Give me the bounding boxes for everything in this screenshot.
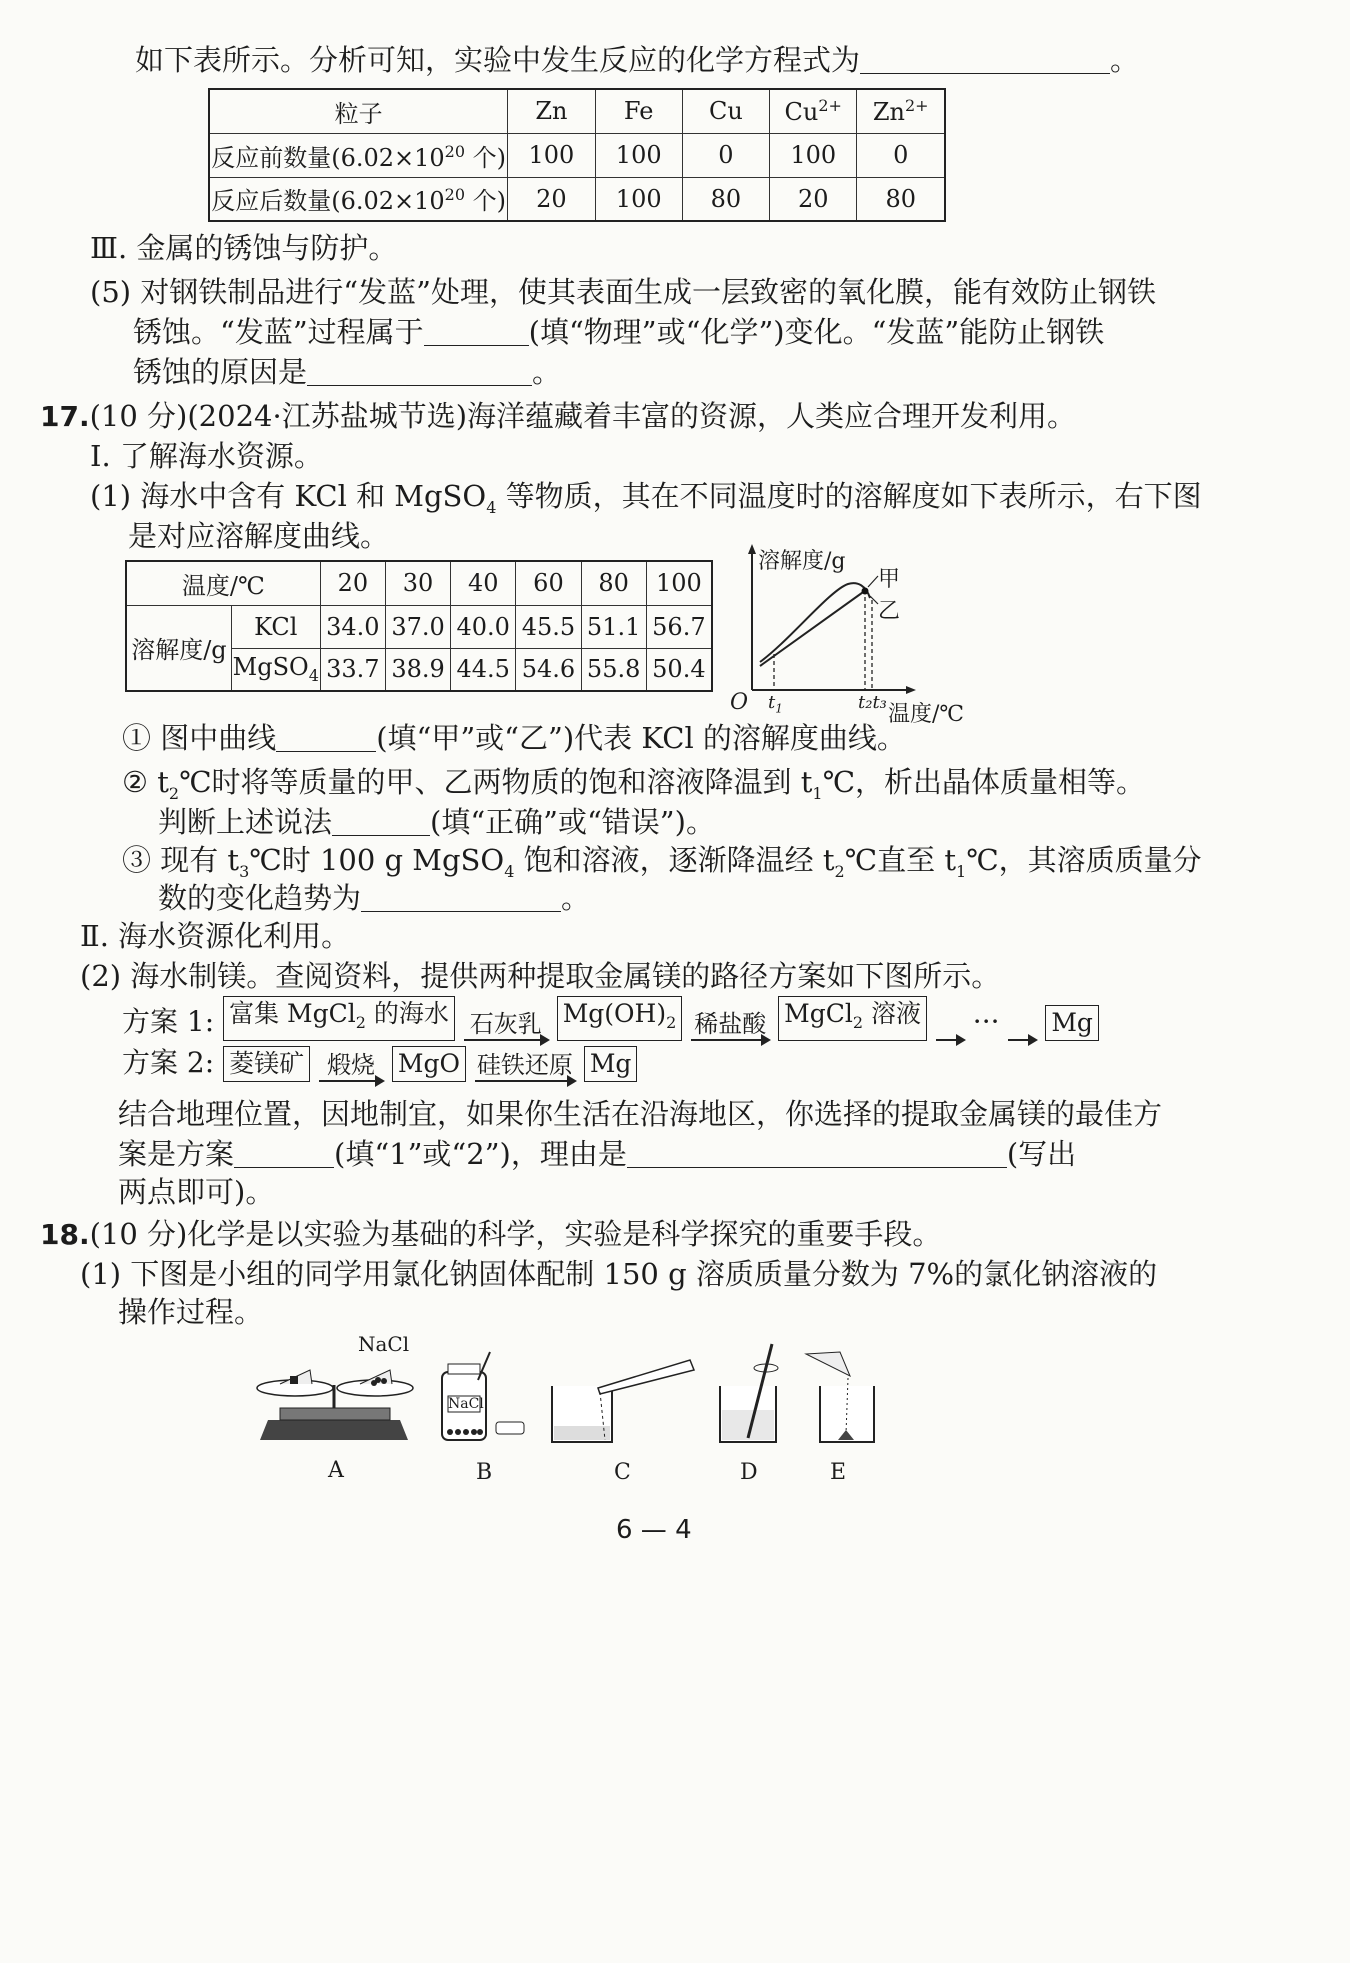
answer-blank[interactable] <box>332 805 430 836</box>
flow-dots: ··· <box>972 1005 1000 1038</box>
answer-blank[interactable] <box>307 355 532 386</box>
particle-table <box>208 88 946 222</box>
table-cell: 0 <box>857 133 945 177</box>
intro-line: 如下表所示。分析可知，实验中发生反应的化学方程式为 。 <box>135 43 1140 77</box>
table-cell: 45.5 <box>516 605 581 648</box>
table-header: 粒子 <box>209 89 508 133</box>
answer-blank[interactable] <box>424 315 529 346</box>
table-header: $Zn^{2+}$ <box>857 89 945 133</box>
flow-box: 富集 MgCl$_2$ 的海水 <box>223 996 455 1041</box>
table-row <box>209 177 945 221</box>
solubility-label: 溶解度/g <box>126 605 231 691</box>
flow-arrow <box>1008 1011 1036 1041</box>
row-label: 反应后数量($6.02\times 10^{20}$ 个) <box>209 177 508 221</box>
table-cell: 100 <box>769 133 857 177</box>
table-header: 40 <box>451 561 516 605</box>
section-2-title: Ⅱ. 海水资源化利用。 <box>80 919 351 953</box>
section-1-title: Ⅰ. 了解海水资源。 <box>90 439 323 473</box>
subq-3-line2: 数的变化趋势为 。 <box>158 881 591 915</box>
table-cell: 100 <box>595 133 682 177</box>
plan-2-label: 方案 2: <box>122 1046 215 1079</box>
nacl-label: NaCl <box>358 1332 410 1356</box>
temp-label: 温度/℃ <box>126 561 320 605</box>
jia-label: 甲 <box>878 567 901 592</box>
table-header: 100 <box>646 561 712 605</box>
flow-box: MgO <box>392 1046 466 1082</box>
part-1-line1: (1) 海水中含有 KCl 和 MgSO$_4$ 等物质，其在不同温度时的溶解度如下表所示，右下图 <box>90 479 1202 517</box>
answer-blank[interactable] <box>234 1137 334 1168</box>
flow-arrow <box>936 1011 964 1041</box>
table-cell: 100 <box>595 177 682 221</box>
table-cell: 33.7 <box>320 648 385 691</box>
flow-arrow: 硅铁还原 <box>475 1052 575 1082</box>
figure-label-b: B <box>476 1460 493 1485</box>
table-cell: 40.0 <box>451 605 516 648</box>
yi-label: 乙 <box>878 599 901 624</box>
flow-box: 菱镁矿 <box>223 1046 310 1082</box>
table-header: 80 <box>581 561 646 605</box>
flow-arrow: 煅烧 <box>319 1052 383 1082</box>
table-cell: 55.8 <box>581 648 646 691</box>
flow-box: MgCl$_2$ 溶液 <box>778 996 927 1041</box>
question-number: 17. <box>40 400 90 433</box>
table-cell: 50.4 <box>646 648 712 691</box>
t1-label: $t_1$ <box>768 692 783 716</box>
flow-box: $Mg(OH)_2$ <box>557 996 683 1041</box>
answer-blank[interactable] <box>276 721 376 752</box>
beaker-pouring-icon <box>552 1360 694 1442</box>
mgso4-label: MgSO$_4$ <box>231 648 320 691</box>
table-cell: 37.0 <box>385 605 450 648</box>
solubility-graph <box>720 540 970 727</box>
figure-label-d: D <box>740 1460 758 1485</box>
part-2-line1: (2) 海水制镁。查阅资料，提供两种提取金属镁的路径方案如下图所示。 <box>80 959 1001 993</box>
subq-2-line2: 判断上述说法 (填“正确”或“错误”)。 <box>158 805 715 839</box>
plan-1-label: 方案 1: <box>122 1005 215 1038</box>
table-header: Fe <box>595 89 682 133</box>
question-number: 18. <box>40 1218 90 1251</box>
balance-icon <box>257 1370 413 1440</box>
plan-2-flow <box>122 1044 637 1082</box>
table-cell: 80 <box>857 177 945 221</box>
flow-arrow: 石灰乳 <box>464 1011 548 1041</box>
jar-label: NaCl <box>448 1396 484 1412</box>
beaker-stirring-icon <box>720 1344 778 1442</box>
page-number: 6 — 4 <box>616 1515 692 1545</box>
curve-yi <box>760 590 866 666</box>
beaker-transfer-icon <box>806 1352 874 1442</box>
table-header: 60 <box>516 561 581 605</box>
figure-label-c: C <box>614 1460 631 1485</box>
question-17-intro: 17.(10 分)(2024·江苏盐城节选)海洋蕴藏着丰富的资源，人类应合理开发利用。 <box>40 399 1077 433</box>
table-cell: 38.9 <box>385 648 450 691</box>
question-5-line3: 锈蚀的原因是 。 <box>133 355 562 389</box>
subq-2: ② $t_2℃$时将等质量的甲、乙两物质的饱和溶液降温到 $t_1℃$，析出晶体质量相等。 <box>122 765 1146 803</box>
table-cell: 100 <box>508 133 595 177</box>
figure-label-a: A <box>328 1458 344 1483</box>
section-3-title: Ⅲ. 金属的锈蚀与防护。 <box>90 231 398 265</box>
table-header: 30 <box>385 561 450 605</box>
plan-1-flow <box>122 996 1099 1041</box>
table-header: 20 <box>320 561 385 605</box>
figure-label-e: E <box>830 1460 847 1485</box>
row-label: 反应前数量($6.02\times 10^{20}$ 个) <box>209 133 508 177</box>
table-header: $Cu^{2+}$ <box>769 89 857 133</box>
table-row <box>126 605 712 648</box>
answer-blank[interactable] <box>627 1137 1007 1168</box>
table-cell: 56.7 <box>646 605 712 648</box>
subq-3: ③ 现有 $t_3℃$时 100 g MgSO$_4$ 饱和溶液，逐渐降温经 $t_2℃$直至 $t_1℃$，其溶质质量分 <box>122 843 1202 881</box>
table-cell: 54.6 <box>516 648 581 691</box>
question-18-part1: (1) 下图是小组的同学用氯化钠固体配制 150 g 溶质质量分数为 7%的氯化钠溶液的 <box>80 1257 1158 1291</box>
table-header: Cu <box>682 89 769 133</box>
question-5-line1: (5) 对钢铁制品进行“发蓝”处理，使其表面生成一层致密的氧化膜，能有效防止钢铁 <box>90 275 1156 309</box>
y-axis-label: 溶解度/g <box>758 549 846 574</box>
table-cell: 34.0 <box>320 605 385 648</box>
part-2-line3: 案是方案 (填“1”或“2”)，理由是 (写出 <box>118 1137 1077 1171</box>
table-cell: 0 <box>682 133 769 177</box>
t2t3-label: t₂t₃ <box>858 692 887 713</box>
curve-jia <box>760 583 870 662</box>
flow-arrow: 稀盐酸 <box>691 1011 769 1041</box>
table-row <box>209 133 945 177</box>
table-header: Zn <box>508 89 595 133</box>
flow-box: Mg <box>1045 1005 1099 1041</box>
table-cell: 44.5 <box>451 648 516 691</box>
table-cell: 51.1 <box>581 605 646 648</box>
part-2-line4: 两点即可)。 <box>118 1175 275 1209</box>
part-2-line2: 结合地理位置，因地制宜，如果你生活在沿海地区，你选择的提取金属镁的最佳方 <box>118 1097 1163 1131</box>
question-18-intro: 18.(10 分)化学是以实验为基础的科学，实验是科学探究的重要手段。 <box>40 1217 942 1251</box>
answer-blank[interactable] <box>361 881 561 912</box>
question-5-line2: 锈蚀。“发蓝”过程属于 (填“物理”或“化学”)变化。“发蓝”能防止钢铁 <box>133 315 1105 349</box>
apparatus-svg <box>250 1330 890 1460</box>
x-axis-label: 温度/℃ <box>888 702 965 727</box>
kcl-label: KCl <box>231 605 320 648</box>
experiment-figure <box>250 1330 890 1490</box>
table-cell: 20 <box>769 177 857 221</box>
table-cell: 80 <box>682 177 769 221</box>
solubility-table <box>125 560 713 692</box>
table-cell: 20 <box>508 177 595 221</box>
origin-label: O <box>730 690 749 715</box>
part-1-line2: 是对应溶解度曲线。 <box>128 519 390 553</box>
flow-box: Mg <box>584 1046 638 1082</box>
question-18-part1-line2: 操作过程。 <box>118 1295 264 1329</box>
answer-blank[interactable] <box>860 43 1110 74</box>
subq-1: ① 图中曲线 (填“甲”或“乙”)代表 KCl 的溶解度曲线。 <box>122 721 906 755</box>
